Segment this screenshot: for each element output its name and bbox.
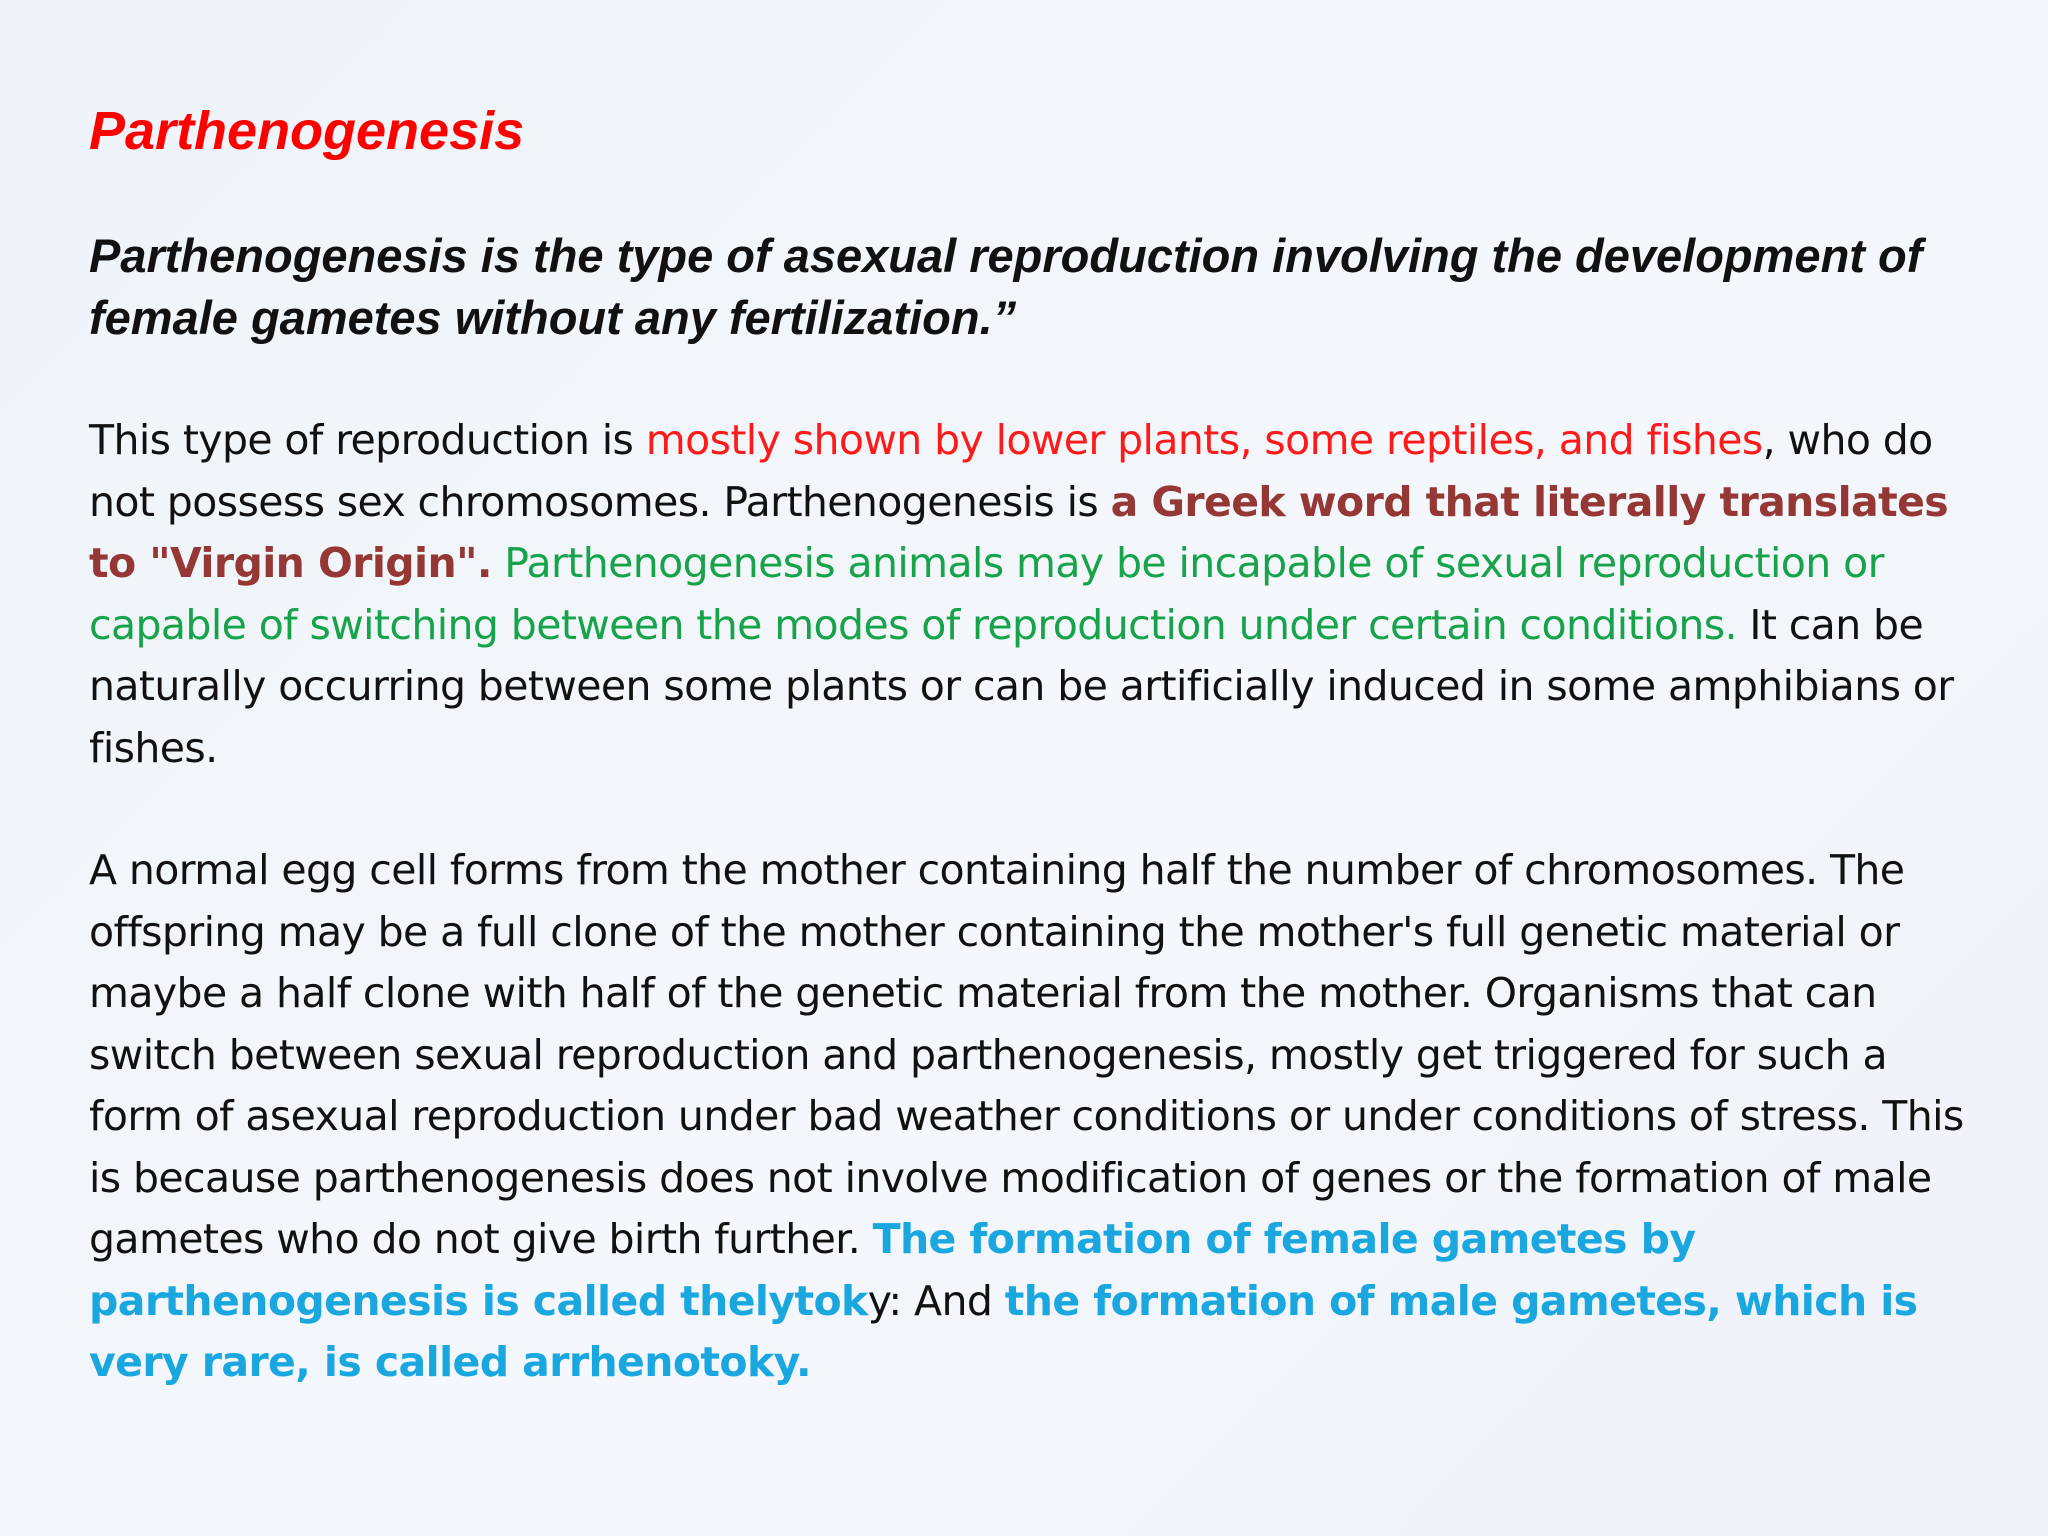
- paragraph2-highlight-arrhenotoky: the formation of male gametes, which is very rare, is called arrhenotoky.: [89, 1276, 1918, 1386]
- paragraph1-highlight-greek-word: a Greek word that literally translates to "Virgin Origin".: [89, 477, 1949, 587]
- paragraph2-text-a: A normal egg cell forms from the mother containing half the number of chromosomes. The offspring may be a full clone of the mother containing the mother's full genetic material or maybe a half clone with half of the genetic material from the mother. Organisms that can switch between sexual reproduction and parthenogenesis, mostly get triggered for such a form of asexual reproduction under bad weather conditions or under conditions of stress. This is because parthenogenesis does not involve modification of genes or the formation of male gametes who do not give birth further.: [89, 846, 1964, 1263]
- paragraph-egg-cell: [89, 840, 1969, 1394]
- paragraph1-text-b: , who do not possess sex chromosomes. Parthenogenesis is: [89, 416, 1933, 526]
- slide-title: Parthenogenesis: [89, 101, 525, 161]
- paragraph1-highlight-organisms: mostly shown by lower plants, some reptiles, and fishes: [645, 416, 1763, 464]
- paragraph2-text-b: y: And: [867, 1276, 1005, 1325]
- paragraph1-text-a: This type of reproduction is: [89, 416, 646, 464]
- paragraph2-highlight-thelytoky: The formation of female gametes by parthenogenesis is called thelytok: [89, 1215, 1696, 1325]
- definition-text: Parthenogenesis is the type of asexual reproduction involving the development of female gametes without any fertilization.”: [89, 229, 1923, 344]
- paragraph1-highlight-modes: Parthenogenesis animals may be incapable of sexual reproduction or capable of switching between the modes of reproduction under certain conditions.: [89, 539, 1884, 649]
- paragraph1-text-c: It can be naturally occurring between some plants or can be artificially induced in some amphibians or fishes.: [89, 600, 1954, 772]
- paragraph-reproduction-overview: [89, 410, 1969, 779]
